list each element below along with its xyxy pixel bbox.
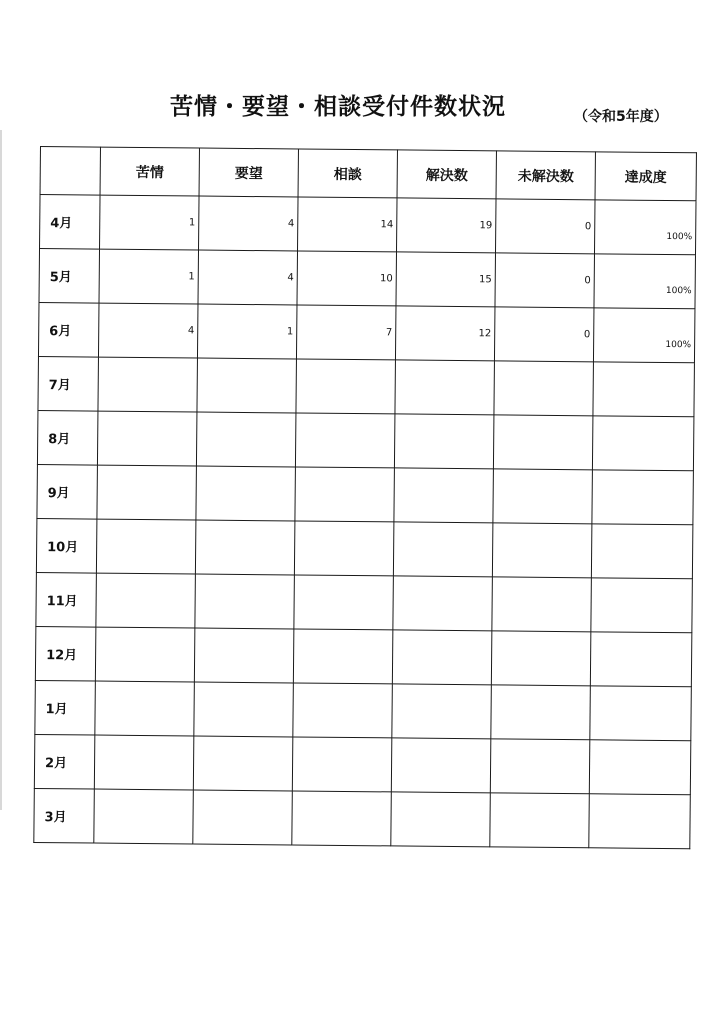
- table-cell: [195, 520, 295, 575]
- month-label: 6月: [38, 302, 99, 357]
- table-cell: [589, 794, 691, 849]
- table-cell: 1: [100, 195, 200, 250]
- table-cell: 4: [198, 250, 298, 305]
- table-cell: [95, 627, 195, 682]
- month-label: 1月: [35, 680, 96, 735]
- table-row: [38, 302, 694, 362]
- table-row: [34, 788, 690, 848]
- header-achievement: 達成度: [595, 152, 696, 201]
- table-cell: [293, 629, 393, 684]
- scan-edge-mark: [0, 130, 2, 810]
- table-cell: 100%: [593, 308, 695, 363]
- table-cell: [493, 415, 593, 470]
- table-cell: 19: [396, 198, 496, 253]
- month-label: 8月: [37, 410, 98, 465]
- table-cell: [292, 737, 392, 792]
- table-cell: 0: [495, 253, 595, 308]
- table-body: [34, 195, 696, 849]
- table-cell: [591, 578, 693, 633]
- month-label: 10月: [36, 518, 97, 573]
- table-cell: 14: [298, 197, 398, 252]
- header-blank: [40, 147, 100, 196]
- report-table: [33, 146, 697, 849]
- header-request: 要望: [199, 148, 298, 197]
- table-cell: [492, 523, 592, 578]
- table-cell: 1: [99, 249, 199, 304]
- table-cell: [590, 632, 692, 687]
- month-label: 12月: [35, 626, 96, 681]
- table-cell: [392, 684, 492, 739]
- table-cell: [395, 360, 495, 415]
- table-cell: [294, 521, 394, 576]
- month-label: 4月: [40, 195, 101, 250]
- table-cell: [394, 414, 494, 469]
- table-cell: [591, 524, 693, 579]
- table-cell: 1: [197, 304, 297, 359]
- table-row: [35, 626, 691, 686]
- table-cell: [97, 465, 197, 520]
- table-row: [36, 518, 692, 578]
- month-label: 3月: [34, 788, 95, 843]
- table-row: [38, 356, 694, 416]
- table-cell: [94, 789, 194, 844]
- table-cell: 4: [98, 303, 198, 358]
- table-cell: [393, 522, 493, 577]
- table-cell: 12: [395, 306, 495, 361]
- table-cell: 4: [199, 196, 299, 251]
- table-cell: 7: [296, 305, 396, 360]
- table-cell: [96, 573, 196, 628]
- table-cell: 100%: [594, 200, 696, 255]
- table-cell: 100%: [594, 254, 696, 309]
- header-resolved: 解決数: [397, 150, 496, 199]
- header-row: [40, 147, 696, 201]
- table-cell: [95, 681, 195, 736]
- table-cell: [589, 740, 691, 795]
- fiscal-year-label: （令和5年度）: [574, 109, 668, 125]
- table-cell: [194, 628, 294, 683]
- table-cell: 15: [396, 252, 496, 307]
- table-cell: [490, 739, 590, 794]
- table-cell: [194, 682, 294, 737]
- table-cell: [296, 359, 396, 414]
- table-cell: [193, 736, 293, 791]
- table-cell: [391, 738, 491, 793]
- table-cell: [592, 416, 694, 471]
- month-label: 2月: [34, 734, 95, 789]
- table-cell: [295, 413, 395, 468]
- header-complaint: 苦情: [100, 147, 199, 196]
- page-title: 苦情・要望・相談受付件数状況: [170, 94, 506, 120]
- table-cell: [96, 519, 196, 574]
- table-cell: [295, 467, 395, 522]
- table-row: [34, 734, 690, 794]
- table-cell: 0: [495, 199, 595, 254]
- table-cell: [491, 685, 591, 740]
- table-cell: [391, 792, 491, 847]
- table-cell: [94, 735, 194, 790]
- table-cell: [491, 631, 591, 686]
- table-cell: [590, 686, 692, 741]
- report-table-container: [33, 146, 696, 849]
- table-row: [39, 249, 695, 309]
- table-cell: [197, 358, 297, 413]
- table-cell: [195, 574, 295, 629]
- table-cell: 0: [494, 307, 594, 362]
- table-cell: [490, 793, 590, 848]
- table-cell: [393, 576, 493, 631]
- month-label: 9月: [37, 464, 98, 519]
- table-cell: [292, 791, 392, 846]
- table-cell: [294, 575, 394, 630]
- table-cell: [493, 469, 593, 524]
- month-label: 7月: [38, 356, 99, 411]
- table-cell: [193, 790, 293, 845]
- month-label: 11月: [36, 572, 97, 627]
- table-cell: [592, 470, 694, 525]
- table-cell: [98, 357, 198, 412]
- month-label: 5月: [39, 249, 100, 304]
- header-consultation: 相談: [298, 149, 397, 198]
- table-row: [35, 680, 691, 740]
- table-cell: [293, 683, 393, 738]
- table-cell: [593, 362, 695, 417]
- table-cell: [392, 630, 492, 685]
- table-cell: [196, 412, 296, 467]
- table-row: [37, 464, 693, 524]
- table-cell: [494, 361, 594, 416]
- table-cell: [492, 577, 592, 632]
- table-row: [36, 572, 692, 632]
- header-unresolved: 未解決数: [496, 151, 595, 200]
- table-row: [37, 410, 693, 470]
- table-cell: 10: [297, 251, 397, 306]
- table-cell: [196, 466, 296, 521]
- table-cell: [394, 468, 494, 523]
- table-cell: [97, 411, 197, 466]
- table-row: [40, 195, 696, 255]
